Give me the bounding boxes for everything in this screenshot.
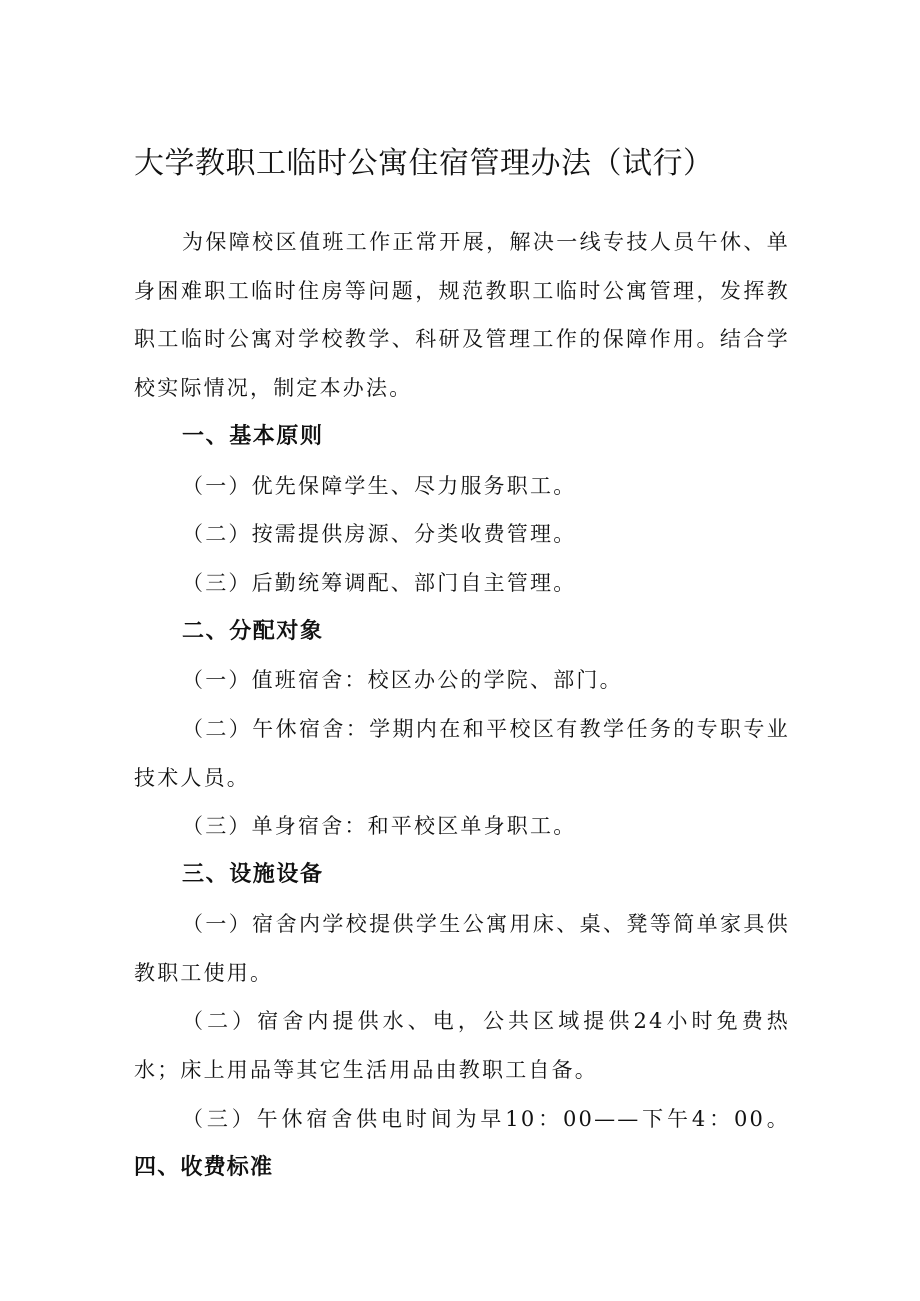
facility-item-2: （二）宿舍内提供水、电，公共区域提供24小时免费热水；床上用品等其它生活用品由教职工自备。 xyxy=(134,1009,790,1082)
facility-item-3: （三）午休宿舍供电时间为早10：00——下午4：00。 xyxy=(182,1106,790,1131)
facility-item-1: （一）宿舍内学校提供学生公寓用床、桌、凳等简单家具供教职工使用。 xyxy=(134,911,790,985)
allocation-item-3: （三）单身宿舍：和平校区单身职工。 xyxy=(182,814,577,839)
document-body xyxy=(134,218,790,1193)
intro-paragraph: 为保障校区值班工作正常开展，解决一线专技人员午休、单身困难职工临时住房等问题，规范教职工临时公寓管理，发挥教职工临时公寓对学校教学、科研及管理工作的保障作用。结合学校实际情况，制定本办法。 xyxy=(134,230,790,401)
principle-item-3: （三）后勤统筹调配、部门自主管理。 xyxy=(182,570,577,595)
allocation-item-1: （一）值班宿舍：校区办公的学院、部门。 xyxy=(182,668,623,693)
section-heading-allocation-targets: 二、分配对象 xyxy=(182,618,324,644)
section-heading-fee-standard: 四、收费标准 xyxy=(134,1155,274,1181)
section-heading-basic-principles: 一、基本原则 xyxy=(182,423,324,449)
principle-item-1: （一）优先保障学生、尽力服务职工。 xyxy=(182,473,577,498)
principle-item-2: （二）按需提供房源、分类收费管理。 xyxy=(182,522,577,547)
document-title: 大学教职工临时公寓住宿管理办法（试行） xyxy=(134,146,714,181)
allocation-item-2: （二）午休宿舍：学期内在和平校区有教学任务的专职专业技术人员。 xyxy=(134,717,790,790)
facility-item-3-with-next-heading xyxy=(134,1095,790,1193)
section-heading-facilities: 三、设施设备 xyxy=(182,862,324,888)
